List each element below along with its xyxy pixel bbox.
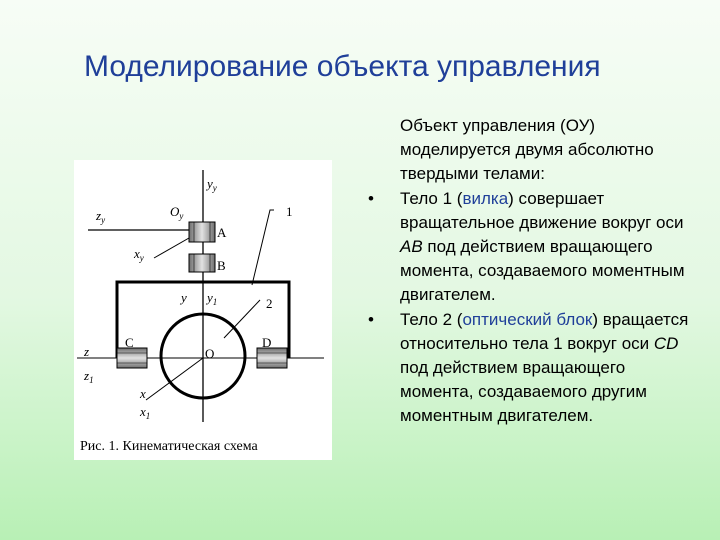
bullet-marker: • xyxy=(368,309,374,329)
figure-caption: Рис. 1. Кинематическая схема xyxy=(80,439,258,454)
bullet-marker: • xyxy=(368,188,374,208)
bearing-d xyxy=(257,348,287,368)
bearing-b xyxy=(189,254,215,272)
leader-2 xyxy=(224,300,260,338)
label-y: y xyxy=(181,290,187,305)
bearing-c xyxy=(117,348,147,368)
highlight-fork: вилка xyxy=(462,188,509,208)
bearing-a xyxy=(189,222,215,242)
axis-ab: AB xyxy=(400,237,423,257)
label-c: C xyxy=(125,335,134,350)
bullet-body-2: • Тело 2 (оптический блок) вращается относительно тела 1 вокруг оси CD под действием вращающего момента, создаваемого другим моментным двигателем. xyxy=(368,309,689,426)
label-a: A xyxy=(217,225,227,240)
label-z1: $z_1$ xyxy=(84,368,94,385)
intro-paragraph: Объект управления (ОУ) моделируется двумя абсолютно твердыми телами: xyxy=(400,116,654,184)
label-o: O xyxy=(205,346,215,361)
bullet-body-1: • Тело 1 (вилка) совершает вращательное движение вокруг оси AB под действием вращающего момента, создаваемого моментным двигателем. xyxy=(368,188,685,305)
label-yy: $y_y$ xyxy=(207,176,217,193)
kinematic-diagram xyxy=(74,160,332,460)
axis-x-line xyxy=(146,358,203,400)
highlight-optical-block: оптический блок xyxy=(462,309,593,329)
label-1: 1 xyxy=(286,204,293,219)
label-x: x xyxy=(140,386,146,401)
kinematic-diagram-svg xyxy=(74,160,332,460)
label-xy: $x_y$ xyxy=(134,246,144,263)
label-d: D xyxy=(262,335,272,350)
slide-title: Моделирование объекта управления xyxy=(84,50,601,83)
label-oy: $O_y$ xyxy=(170,204,184,221)
axis-cd: CD xyxy=(653,333,679,353)
label-zy: $z_y$ xyxy=(96,208,106,225)
leader-1 xyxy=(252,210,274,285)
label-y1: $y_1$ xyxy=(207,290,218,307)
label-b: B xyxy=(217,258,226,273)
label-x1: $x_1$ xyxy=(140,404,151,421)
label-z: z xyxy=(84,344,90,359)
label-2: 2 xyxy=(266,296,273,311)
description-text xyxy=(366,114,696,429)
